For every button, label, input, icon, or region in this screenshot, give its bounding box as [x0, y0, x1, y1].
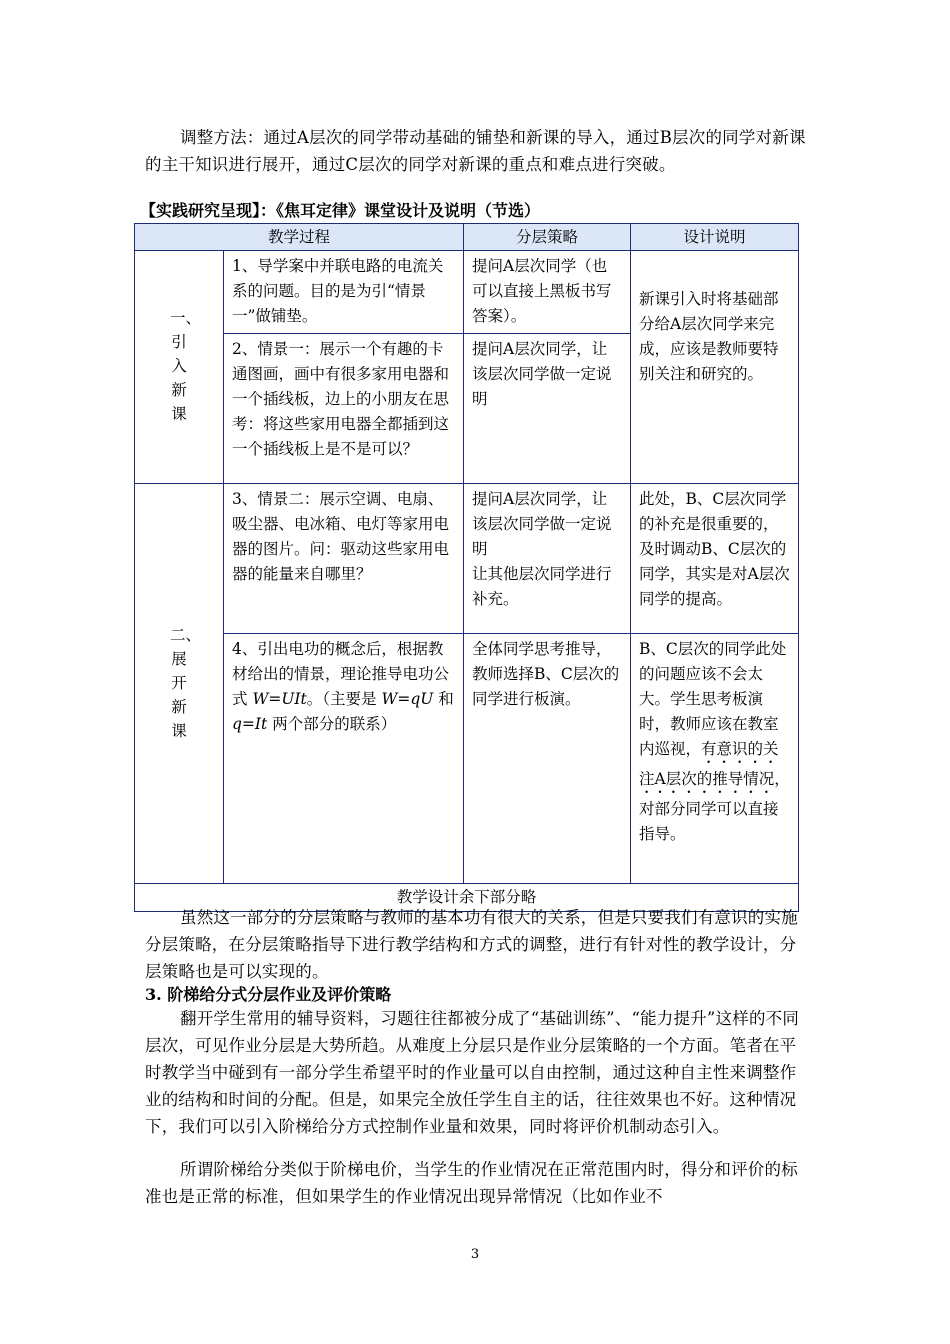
table-row	[135, 251, 799, 334]
paragraph-3a: 翻开学生常用的辅导资料，习题往往都被分成了“基础训练”、“能力提升”这样的不同层次，可见作业分层是大势所趋。从难度上分层只是作业分层策略的一个方面。笔者在平时教学当中碰到有一部分学生希望平时的作业量可以自由控制，通过这种自主性来调整作业的结构和时间的分配。但是，如果完全放任学生自主的话，往往效果也不好。这种情况下，我们可以引入阶梯给分方式控制作业量和效果，同时将评价机制动态引入。	[145, 1009, 800, 1136]
header-strategy: 分层策略	[464, 224, 631, 251]
section-label-expand: 二、展开新课	[135, 484, 224, 884]
paragraph-3b: 所谓阶梯给分类似于阶梯电价，当学生的作业情况在正常范围内时，得分和评价的标准也是正常的标准，但如果学生的作业情况出现异常情况（比如作业不	[145, 1160, 798, 1206]
table-footer: 教学设计余下部分略	[135, 884, 799, 912]
strategy-cell: 提问A层次同学（也可以直接上黑板书写答案）。	[464, 251, 631, 334]
intro-paragraph: 调整方法：通过A层次的同学带动基础的铺垫和新课的导入，通过B层次的同学对新课的主干知识进行展开，通过C层次的同学对新课的重点和难点进行突破。	[145, 128, 806, 174]
formula-work-charge: W=qU	[381, 690, 434, 708]
process-cell: 4、引出电功的概念后，根据教材给出的情景，理论推导电功公式 W=UIt。（主要是 W=qU 和 q=It 两个部分的联系）	[224, 634, 464, 884]
strategy-extra-text: 让其他层次同学进行补充。	[472, 565, 612, 608]
explanation-cell: 新课引入时将基础部分给A层次同学来完成，应该是教师要特别关注和研究的。	[631, 251, 799, 484]
explanation-cell: B、C层次的同学此处的问题应该不会太大。学生思考板演时，教师应该在教室内巡视，有意识的关注A层次的推导情况，对部分同学可以直接指导。	[631, 634, 799, 884]
strategy-cell	[464, 484, 631, 634]
emphasized-text: 有意识的关注A层次的推导情况，	[639, 740, 790, 788]
table-row	[135, 484, 799, 634]
section-heading: 【实践研究呈现】：《焦耳定律》课堂设计及说明（节选）	[140, 201, 541, 220]
lesson-design-table	[134, 223, 799, 912]
strategy-cell: 全体同学思考推导，教师选择B、C层次的同学进行板演。	[464, 634, 631, 884]
strategy-cell: 提问A层次同学，让该层次同学做一定说明	[464, 334, 631, 484]
heading-3: 3. 阶梯给分式分层作业及评价策略	[145, 985, 392, 1004]
table-header-row	[135, 224, 799, 251]
process-cell: 3、情景二：展示空调、电扇、吸尘器、电冰箱、电灯等家用电器的图片。问：驱动这些家用电器的能量来自哪里？	[224, 484, 464, 634]
formula-electric-work: W=UIt	[252, 690, 307, 708]
process-cell: 2、情景一：展示一个有趣的卡通图画，画中有很多家用电器和一个插线板，边上的小朋友在思考：将这些家用电器全都插到这一个插线板上是不是可以？	[224, 334, 464, 484]
formula-charge-current: q=It	[232, 715, 268, 733]
header-process: 教学过程	[135, 224, 464, 251]
page-number: 3	[470, 1247, 480, 1262]
paragraph-after-table: 虽然这一部分的分层策略与教师的基本功有很大的关系，但是只要我们有意识的实施分层策略，在分层策略指导下进行教学结构和方式的调整，进行有针对性的教学设计，分层策略也是可以实现的。	[145, 908, 798, 981]
header-explanation: 设计说明	[631, 224, 799, 251]
table-row	[135, 634, 799, 884]
section-label-intro: 一、引入新课	[135, 251, 224, 484]
strategy-text: 提问A层次同学，让该层次同学做一定说明	[472, 490, 612, 558]
explanation-cell: 此处，B、C层次同学的补充是很重要的，及时调动B、C层次的同学，其实是对A层次同学的提高。	[631, 484, 799, 634]
process-cell: 1、导学案中并联电路的电流关系的问题。目的是为引“情景一”做铺垫。	[224, 251, 464, 334]
